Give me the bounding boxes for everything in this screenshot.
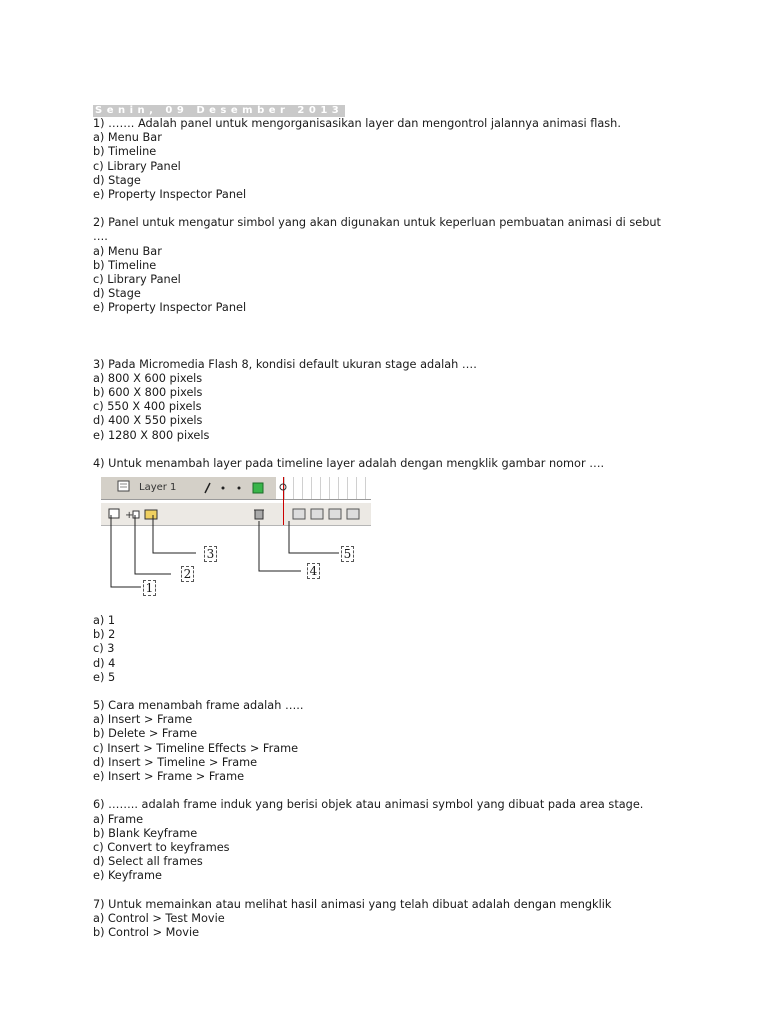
add-motion-guide-icon: + [125,510,134,522]
question-stem: 7) Untuk memainkan atau melihat hasil animasi yang telah dibuat adalah dengan mengklik [93,897,612,911]
answer-option: a) Menu Bar [93,244,162,258]
answer-option: c) Insert > Timeline Effects > Frame [93,741,299,755]
answer-option: e) Property Inspector Panel [93,301,247,315]
answer-option: b) Delete > Frame [93,727,198,741]
timeline-screenshot-figure [101,477,381,612]
answer-option: b) 2 [93,628,116,642]
question-5 [93,699,743,784]
answer-option: a) Control > Test Movie [93,911,225,925]
answer-option: d) Stage [93,173,141,187]
answer-option: b) Blank Keyframe [93,826,198,840]
question-3 [93,358,743,443]
answer-option: c) Library Panel [93,273,181,287]
answer-option: a) Insert > Frame [93,713,193,727]
document-page [93,98,743,940]
answer-option: a) Frame [93,812,144,826]
question-stem: 3) Pada Micromedia Flash 8, kondisi default ukuran stage adalah …. [93,357,477,371]
callout-number: 5 [341,546,354,562]
callout-number: 2 [181,566,194,582]
callout-number: 1 [143,580,156,596]
question-stem: 4) Untuk menambah layer pada timeline layer adalah dengan mengklik gambar nomor …. [93,456,605,470]
answer-option: d) Stage [93,287,141,301]
answer-option: a) Menu Bar [93,131,162,145]
answer-option: b) Control > Movie [93,925,200,939]
answer-option: c) 3 [93,642,115,656]
question-6 [93,798,743,883]
answer-option: e) Keyframe [93,869,162,883]
answer-option: b) Timeline [93,258,157,272]
question-2 [93,216,743,315]
answer-option: b) 600 X 800 pixels [93,386,203,400]
answer-option: e) Property Inspector Panel [93,188,247,202]
question-stem: 5) Cara menambah frame adalah ….. [93,699,304,713]
answer-option: d) Select all frames [93,855,203,869]
document-date: Senin, 09 Desember 2013 [95,105,344,116]
callout-number: 3 [204,546,217,562]
answer-option: b) Timeline [93,145,157,159]
answer-option: c) 550 X 400 pixels [93,400,202,414]
answer-option: c) Convert to keyframes [93,840,230,854]
question-stem: 2) Panel untuk mengatur simbol yang akan digunakan untuk keperluan pembuatan animasi di sebut [93,216,661,230]
layer-name: Layer 1 [139,482,177,494]
answer-option: c) Library Panel [93,159,181,173]
question-stem: 1) ……. Adalah panel untuk mengorganisasikan layer dan mengontrol jalannya animasi flash. [93,117,621,130]
question-1 [93,117,743,202]
question-stem: 6) …….. adalah frame induk yang berisi objek atau animasi symbol yang dibuat pada area stage. [93,798,644,812]
callout-number: 4 [307,563,320,579]
answer-option: d) 4 [93,656,116,670]
answer-option: d) Insert > Timeline > Frame [93,755,258,769]
answer-option: e) Insert > Frame > Frame [93,770,245,784]
answer-option: d) 400 X 550 pixels [93,414,203,428]
question-4 [93,457,743,685]
answer-option: a) 800 X 600 pixels [93,371,203,385]
question-stem-continued: …. [93,230,108,244]
answer-option: a) 1 [93,614,116,628]
answer-option: e) 5 [93,670,116,684]
question-7 [93,898,743,941]
answer-option: e) 1280 X 800 pixels [93,428,210,442]
